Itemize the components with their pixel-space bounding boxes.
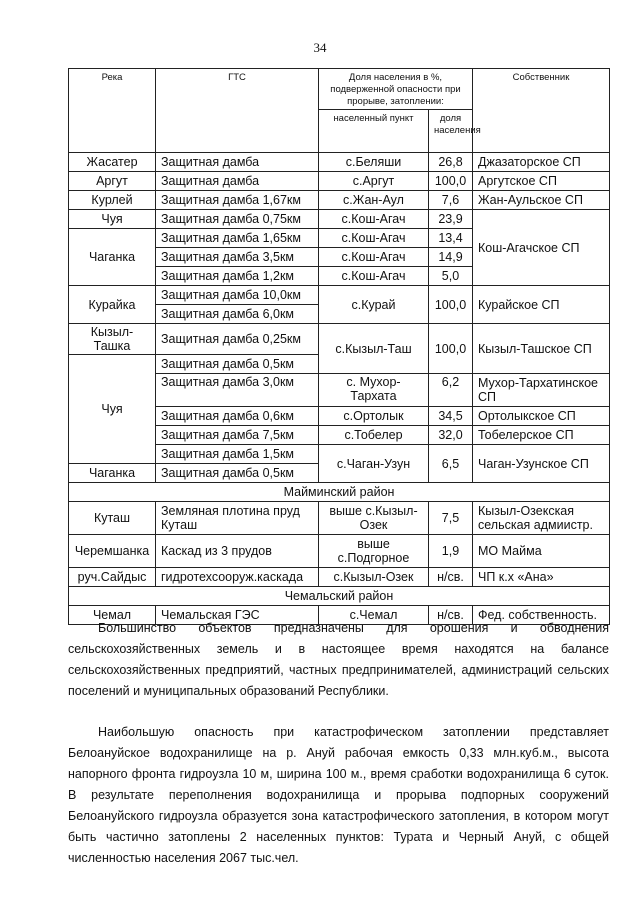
cell-gts: Защитная дамба 0,5км bbox=[156, 355, 319, 374]
cell-settlement: с.Кызыл-Таш bbox=[319, 324, 429, 374]
cell-owner: Джазаторское СП bbox=[473, 153, 610, 172]
cell-settlement: с.Чаган-Узун bbox=[319, 445, 429, 483]
cell-share: 100,0 bbox=[429, 172, 473, 191]
cell-river: Чемал bbox=[69, 606, 156, 625]
cell-gts: Защитная дамба bbox=[156, 172, 319, 191]
cell-gts: Защитная дамба 3,0км bbox=[156, 374, 319, 407]
table-row bbox=[69, 535, 610, 568]
cell-river: Аргут bbox=[69, 172, 156, 191]
cell-gts: Каскад из 3 прудов bbox=[156, 535, 319, 568]
cell-river: Кызыл-Ташка bbox=[69, 324, 156, 355]
table-header-row bbox=[69, 69, 610, 110]
cell-river: Курлей bbox=[69, 191, 156, 210]
cell-gts: Защитная дамба 1,2км bbox=[156, 267, 319, 286]
cell-share: 7,5 bbox=[429, 502, 473, 535]
cell-share: 13,4 bbox=[429, 229, 473, 248]
cell-share: 34,5 bbox=[429, 407, 473, 426]
cell-share: 5,0 bbox=[429, 267, 473, 286]
cell-share: 1,9 bbox=[429, 535, 473, 568]
dams-table bbox=[68, 68, 610, 625]
cell-river: руч.Сайдыс bbox=[69, 568, 156, 587]
cell-settlement: выше с.Подгорное bbox=[319, 535, 429, 568]
cell-settlement: с.Беляши bbox=[319, 153, 429, 172]
cell-river: Чаганка bbox=[69, 229, 156, 286]
cell-share: н/св. bbox=[429, 568, 473, 587]
paragraph-objects-purpose: Большинство объектов предназначены для орошения и обводнения сельскохозяйственных земель и в настоящее время находятся на балансе сельскохозяйственных предприятий, частных предпринимателей, администраций сельских поселений и муниципальных образований Республики. bbox=[68, 621, 609, 698]
cell-gts: Защитная дамба 6,0км bbox=[156, 305, 319, 324]
cell-settlement: с. Мухор-Тархата bbox=[319, 374, 429, 407]
cell-share: 26,8 bbox=[429, 153, 473, 172]
header-owner: Собственник bbox=[473, 69, 610, 153]
cell-settlement: с.Кош-Агач bbox=[319, 210, 429, 229]
cell-gts: Защитная дамба 1,5км bbox=[156, 445, 319, 464]
cell-owner: Тобелерское СП bbox=[473, 426, 610, 445]
table-row bbox=[69, 191, 610, 210]
cell-settlement: с.Курай bbox=[319, 286, 429, 324]
cell-gts: Защитная дамба 0,5км bbox=[156, 464, 319, 483]
cell-river: Жасатер bbox=[69, 153, 156, 172]
cell-share: 100,0 bbox=[429, 286, 473, 324]
table-row bbox=[69, 153, 610, 172]
cell-owner: ЧП к.х «Ана» bbox=[473, 568, 610, 587]
cell-settlement: с.Кош-Агач bbox=[319, 248, 429, 267]
page-number: 34 bbox=[313, 40, 327, 55]
cell-settlement: с.Ортолык bbox=[319, 407, 429, 426]
table-section-row bbox=[69, 587, 610, 606]
cell-owner: Чаган-Узунское СП bbox=[473, 445, 610, 483]
cell-river: Чаганка bbox=[69, 464, 156, 483]
table-row bbox=[69, 210, 610, 229]
cell-settlement: выше с.Кызыл-Озек bbox=[319, 502, 429, 535]
section-title: Чемальский район bbox=[69, 587, 610, 606]
table-row bbox=[69, 324, 610, 355]
cell-gts: Чемальская ГЭС bbox=[156, 606, 319, 625]
header-share-group: Доля населения в %, подверженной опасности при прорыве, затоплении: bbox=[319, 69, 473, 110]
cell-gts: Защитная дамба 3,5км bbox=[156, 248, 319, 267]
cell-river: Чуя bbox=[69, 355, 156, 464]
cell-share: 14,9 bbox=[429, 248, 473, 267]
cell-owner: Фед. собственность. bbox=[473, 606, 610, 625]
cell-owner: Кош-Агачское СП bbox=[473, 210, 610, 286]
cell-share: 6,2 bbox=[429, 374, 473, 407]
cell-river: Курайка bbox=[69, 286, 156, 324]
cell-settlement: с.Кош-Агач bbox=[319, 267, 429, 286]
header-river: Река bbox=[69, 69, 156, 153]
cell-settlement: с.Чемал bbox=[319, 606, 429, 625]
header-share: доля населения bbox=[429, 110, 473, 153]
paragraph-reservoir-danger: Наибольшую опасность при катастрофическом затоплении представляет Белоануйское водохранилище на р. Ануй рабочая емкость 0,33 млн.куб.м., высота напорного фронта гидроузла 10 м, ширина 100 м., время сработки водохранилища 6 суток. В результате переполнения водохранилища и прорыва подпорных сооружений Белоануйского гидроузла образуется зона катастрофического затопления, в котором могут быть частично затоплены 2 населенных пунктов: Турата и Черный Ануй, с общей численностью населения 2067 тыс.чел. bbox=[68, 725, 609, 865]
cell-owner: Ортолыкское СП bbox=[473, 407, 610, 426]
cell-river: Черемшанка bbox=[69, 535, 156, 568]
cell-settlement: с.Жан-Аул bbox=[319, 191, 429, 210]
cell-owner: МО Майма bbox=[473, 535, 610, 568]
cell-settlement: с.Кош-Агач bbox=[319, 229, 429, 248]
cell-gts: гидротехсооруж.каскада bbox=[156, 568, 319, 587]
cell-river: Чуя bbox=[69, 210, 156, 229]
table-row bbox=[69, 568, 610, 587]
cell-river: Куташ bbox=[69, 502, 156, 535]
cell-gts: Защитная дамба 0,25км bbox=[156, 324, 319, 355]
cell-gts: Защитная дамба 7,5км bbox=[156, 426, 319, 445]
cell-share: 6,5 bbox=[429, 445, 473, 483]
cell-owner: Кызыл-Озекская сельская адмиистр. bbox=[473, 502, 610, 535]
cell-owner: Аргутское СП bbox=[473, 172, 610, 191]
table-row bbox=[69, 172, 610, 191]
cell-owner: Мухор-Тархатинское СП bbox=[473, 374, 610, 407]
cell-gts: Защитная дамба 0,75км bbox=[156, 210, 319, 229]
header-settlement: населенный пункт bbox=[319, 110, 429, 153]
cell-share: 100,0 bbox=[429, 324, 473, 374]
cell-gts: Защитная дамба 1,67км bbox=[156, 191, 319, 210]
cell-gts: Защитная дамба 10,0км bbox=[156, 286, 319, 305]
cell-owner: Кызыл-Ташское СП bbox=[473, 324, 610, 374]
table-row bbox=[69, 502, 610, 535]
section-title: Майминский район bbox=[69, 483, 610, 502]
cell-share: 7,6 bbox=[429, 191, 473, 210]
cell-gts: Защитная дамба 0,6км bbox=[156, 407, 319, 426]
cell-share: 32,0 bbox=[429, 426, 473, 445]
header-gts: ГТС bbox=[156, 69, 319, 153]
cell-gts: Защитная дамба bbox=[156, 153, 319, 172]
cell-settlement: с.Тобелер bbox=[319, 426, 429, 445]
cell-settlement: с.Кызыл-Озек bbox=[319, 568, 429, 587]
table-section-row bbox=[69, 483, 610, 502]
cell-owner: Жан-Аульское СП bbox=[473, 191, 610, 210]
cell-share: н/св. bbox=[429, 606, 473, 625]
cell-owner: Курайское СП bbox=[473, 286, 610, 324]
cell-settlement: с.Аргут bbox=[319, 172, 429, 191]
cell-gts: Защитная дамба 1,65км bbox=[156, 229, 319, 248]
cell-share: 23,9 bbox=[429, 210, 473, 229]
cell-gts: Земляная плотина пруд Куташ bbox=[156, 502, 319, 535]
table-row bbox=[69, 286, 610, 305]
